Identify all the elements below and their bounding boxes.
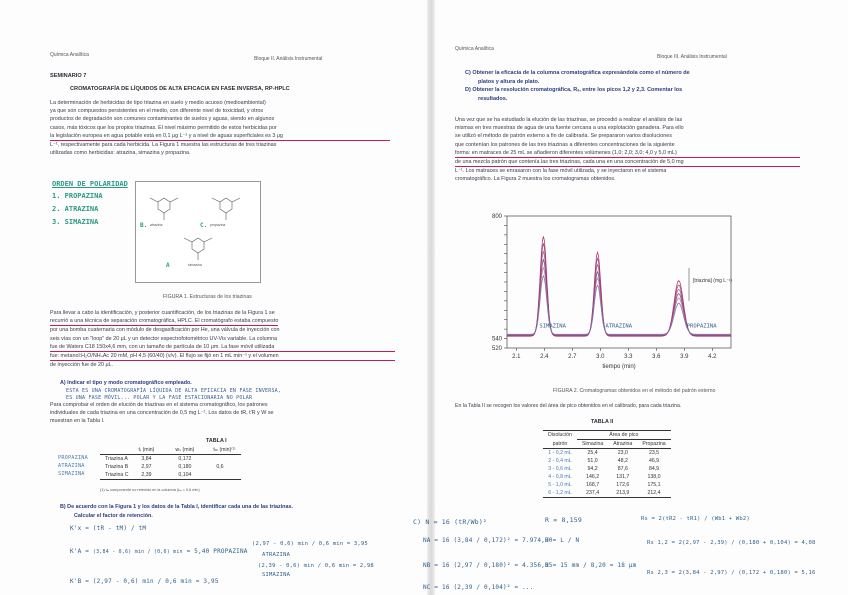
- figure2-caption: FIGURA 2. Cromatogramas obtenidos en el método del patrón externo: [553, 388, 716, 394]
- table-row: 4 - 0,8 mL 146,2 131,7 138,0: [548, 474, 661, 480]
- hw-c-n: C) N = 16 (tR/Wb)²: [413, 518, 488, 526]
- table-row: 3 - 0,6 mL 94,2 87,6 84,9: [548, 466, 660, 472]
- hw-nb: NB = 16 (2,97 / 0,180)² = 4.356,15: [423, 562, 553, 569]
- table-row: 6 - 1,2 mL 237,4 213,9 212,4: [543, 489, 671, 498]
- table2-intro: En la Tabla II se recogen los valores del área de pico obtenidos en el calibrado, para cada triazina.: [455, 403, 682, 409]
- y-tick-label: 540: [491, 336, 502, 343]
- question-b2: Calcular el factor de retención.: [74, 513, 153, 519]
- table-row: 2 - 0,4 mL 51,0 48,2 46,9: [548, 458, 660, 464]
- hw-na: NA = 16 (3,84 / 0,172)² = 7.974,90: [423, 537, 553, 544]
- hw-rs-def: Rs = 2(tR2 - tR1) / (Wb1 + Wb2): [641, 516, 750, 522]
- handwritten-kc: (2,39 - 0,6) min / 0,6 min = 2,98: [258, 563, 374, 569]
- calibration-paragraph: Una vez que se ha estudiado la elución de las triazinas, se procedió a realizar el análisis de las mismas en tres muestras de agua de una fuente cercana a una explotación ganadera. Para ello se utilizó el método de patrón externo a fin de calibrarla. Se prepararon varios disoluciones que contenían los patrones de las tres triazinas a diferentes concentraciones de la siguiente forma: en matraces de 25 mL se añadieron diferentes volúmenes (1,0; 2,0; 3,0; 4,0 y 5,0 mL) de una mezcla patrón que contenía las tres triazinas, cada una en una concentración de 5,0 mg L⁻¹. Los matraces se enrasaron con la fase móvil utilizada, y se inyectaron en el sistema cromatográfico. La Figura 2 muestra los cromatogramas obtenidos.: [455, 116, 800, 184]
- question-a: A) Indicar el tipo y modo cromatográfico empleado.: [60, 380, 192, 386]
- peak-label: PROPAZINA: [686, 323, 717, 330]
- page-title: CROMATOGRAFÍA DE LÍQUIDOS DE ALTA EFICACIA EN FASE INVERSA, RP-HPLC: [70, 86, 290, 92]
- handwritten-kx-def: K'x = (tR - tM) / tM: [70, 525, 147, 532]
- polarity-notes: ORDEN DE POLARIDAD 1. PROPAZINA 2. ATRAZINA 3. SIMAZINA: [52, 180, 128, 226]
- x-tick-label: 3.6: [652, 354, 661, 360]
- table-row: Triazina A 3,84 0,172: [105, 456, 192, 462]
- annotation-label: [triazina] (mg L⁻¹): [693, 278, 733, 284]
- structure-label-a: A: [166, 262, 170, 269]
- handwritten-kc-name: SIMAZINA: [262, 572, 291, 578]
- table-row: Triazina B 2,97 0,180 0,6: [105, 464, 224, 470]
- seminar-label: SEMINARIO 7: [50, 73, 87, 79]
- table-row: 5 - 1,0 mL 168,7 172,6 175,1: [548, 482, 661, 488]
- table1-title: TABLA I: [206, 438, 227, 444]
- y-tick-label: 800: [491, 214, 502, 220]
- hw-hb: H = 15 mm / 8,20 = 18 μm: [545, 562, 637, 569]
- elution-paragraph: Para comprobar el orden de elución de triazinas en el sistema cromatográfico, los patrones individuales de cada triazina en una concentración de 0,5 mg L⁻¹. Los datos de tR, t'R y W se muestran en la Tabla I.: [50, 402, 274, 425]
- chromatogram-chart: [475, 208, 745, 378]
- page-fold: [427, 0, 435, 595]
- hw-r-val: R = 8,159: [545, 516, 583, 524]
- x-tick-label: 3.9: [680, 354, 689, 360]
- handwritten-kb-name: ATRAZINA: [262, 552, 291, 558]
- method-paragraph: Para llevar a cabo la identificación, y posterior cuantificación, de los triazinas de la Figura 1 se recurrió a una técnica de separación cromatográfica, HPLC. El cromatógrafo estaba compuesto por una bomba cuaternaria con módulo de desgasificación por He, una válvula de inyección con seis vías con un "loop" de 20 μL y un detector espectrofotométrico UV-Vis variable. La columna fue de Waters C18 150x4,6 mm, con un tamaño de partícula de 10 μm. La fase móvil utilizada fue: metanol:H₂O/NH₄Ac 20 mM, pH 4,5 (60/40) (v/v). El flujo se fijó en 1 mL min⁻¹ y el volumen de inyección fue de 20 μL.: [50, 309, 395, 369]
- table-row: 1 - 0,2 mL 25,4 23,0 23,5: [548, 450, 660, 456]
- structure-name-c: propazina: [210, 223, 226, 227]
- hw-h-def: H = L / N: [545, 537, 580, 544]
- handwritten-kb: (2,97 - 0,6) min / 0,6 min = 3,95: [252, 541, 368, 547]
- intro-paragraph: La determinación de herbicidas de tipo triazina en suelo y medio acuoso (medioambiental) ya que son compuestos persistentes en el medio, con diferente nivel de toxicidad, y otros productos de degradación son comunes contaminantes de suelos y aguas, siendo en algunos casos, más tóxicos que los propios triazinas. El nivel máximo permitido de estos herbicidas por la legislación europea en agua potable está en 0,1 μg L⁻¹ y a nivel de aguas superficiales es 3 μg L⁻¹, respectivamente para cada herbicida. La Figura 1 muestra las estructuras de tres triazinas utilizadas como herbicidas: atrazina, simazina y propazina.: [50, 99, 390, 157]
- handwritten-ka: K'A = (3,84 - 0,6) min / (0,6) min = 5,40 PROPAZINA: [70, 548, 248, 555]
- table2-title: TABLA II: [591, 419, 614, 425]
- structure-label-b: B.: [140, 222, 148, 229]
- handwritten-kb2: K'B = (2,97 - 0,6) min / 0,6 min = 3,95: [70, 578, 219, 585]
- x-tick-label: 3.0: [596, 354, 605, 360]
- right-header-right: Bloque III. Análisis Instrumental: [657, 54, 727, 60]
- answer-a: ESTA ES UNA CROMATOGRAFÍA LÍQUIDA DE ALTA EFICACIA EN FASE INVERSA, ES UNA FASE MÓVIL... POLAR Y LA FASE ESTACIONARIA NO POLAR: [66, 388, 282, 401]
- x-tick-label: 2.1: [512, 354, 521, 360]
- hw-rs23: Rs 2,3 = 2(3,84 - 2,97) / (0,172 + 0,180) = 5,16: [647, 570, 816, 576]
- right-header-left: Química Analítica: [455, 46, 494, 52]
- structure-name-a: simazina: [188, 263, 202, 267]
- structure-label-c: C.: [200, 222, 208, 229]
- x-tick-label: 2.4: [540, 354, 549, 360]
- table1-footnote: (1) tₘ componente no retenido en la columna (tₘ = 0,6 min): [100, 488, 200, 492]
- left-header-right: Bloque II. Análisis Instrumental: [254, 56, 323, 62]
- question-b: B) De acuerdo con la Figura 1 y los datos de la Tabla I, identificar cada una de las triazinas.: [60, 504, 293, 510]
- x-tick-label: 2.7: [568, 354, 577, 360]
- x-tick-label: 3.3: [624, 354, 633, 360]
- figure1-structures: [135, 181, 261, 283]
- x-tick-label: 4.2: [708, 354, 717, 360]
- table2: Disolución Área de pico patrón Simazina Atrazina Propazina 1 - 0,2 mL 25,4 23,0 23,5 2 - 0,4 mL 51,0 48,2 46,9 3 - 0,6 mL 94,2 87,6 84,9 4 - 0,8 mL 146,2 131,7 138,0 5 - 1,0 mL 168,7 172,6 175,1 6 - 1,2 mL 237,4 213,9 212,4: [543, 430, 671, 498]
- x-axis-label: tiempo (min): [602, 364, 636, 370]
- peak-label: ATRAZINA: [605, 323, 633, 330]
- hw-nc: NC = 16 (2,39 / 0,104)² = ...: [423, 584, 534, 591]
- item-c: C) Obtener la eficacia de la columna cromatográfica expresándola como el número de platos y altura de plato. D) Obtener la resolución cromatográfica, Rₛ, entre los picos 1,2 y 2,3. Comentar los resultados.: [465, 70, 690, 102]
- hw-rs12: Rs 1,2 = 2(2,97 - 2,39) / (0,180 + 0,104) = 4,08: [647, 540, 816, 546]
- left-header-left: Química Analítica: [50, 52, 89, 58]
- peak-label: SIMAZINA: [539, 323, 566, 330]
- triazine-structures: [136, 182, 260, 282]
- y-tick-label: 520: [491, 346, 502, 352]
- right-page: [413, 0, 848, 595]
- figure1-caption: FIGURA 1. Estructuras de los triazinas: [163, 294, 252, 300]
- table1-hand-names: PROPAZINA ATRAZINA SIMAZINA: [58, 455, 88, 477]
- table1: tᵣ (min) wₛ (min) tₘ (min)⁽¹⁾ Triazina A 3,84 0,172 Triazina B 2,97 0,180 0,6 Triazina C 2,39 0,104: [100, 446, 241, 480]
- structure-name-b: atrazina: [150, 223, 163, 227]
- table-row: Triazina C 2,39 0,104: [100, 471, 241, 480]
